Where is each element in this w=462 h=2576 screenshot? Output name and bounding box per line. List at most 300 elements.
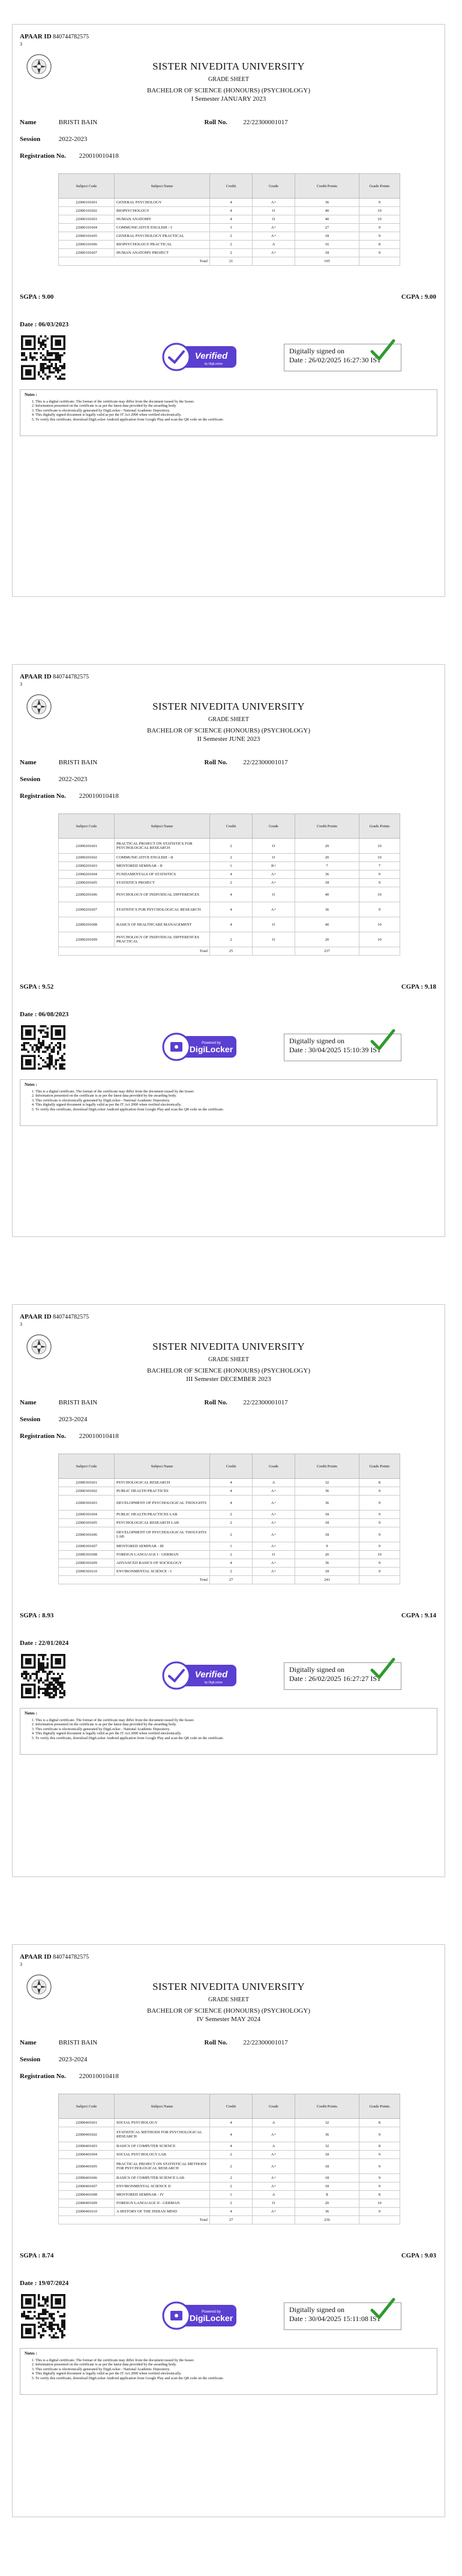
qr-module — [42, 1658, 44, 1661]
qr-module — [55, 367, 57, 370]
qr-module — [38, 1671, 40, 1673]
table-cell: O — [253, 1551, 295, 1559]
qr-module — [34, 1061, 36, 1064]
date-label: Date : — [20, 1011, 37, 1018]
qr-module — [57, 1677, 59, 1680]
qr-module — [46, 2305, 49, 2307]
table-cell: 22000401601 — [59, 2119, 115, 2127]
qr-module — [28, 2336, 30, 2338]
qr-module — [50, 2301, 53, 2303]
table-cell: 22000401605 — [59, 2159, 115, 2174]
qr-module — [53, 1686, 55, 1688]
qr-module — [55, 1029, 57, 1032]
issue-date — [20, 1640, 68, 1647]
table-cell: 2 — [210, 879, 253, 887]
qr-module — [40, 335, 43, 338]
name-row — [20, 119, 288, 126]
qr-module — [53, 1683, 55, 1686]
qr-module — [49, 359, 51, 361]
table-cell: ADVANCED BASICS OF SOCIOLOGY — [115, 1559, 210, 1568]
qr-module — [34, 1694, 36, 1697]
qr-module — [44, 1694, 47, 1697]
table-cell: A+ — [253, 2159, 295, 2174]
qr-module — [34, 1034, 36, 1036]
qr-module — [44, 1692, 47, 1694]
qr-module — [38, 342, 40, 344]
qr-module — [50, 2294, 53, 2296]
table-row — [59, 199, 400, 207]
qr-module — [21, 1662, 23, 1665]
table-cell: ENVIRONMENTAL SCIENCE II — [115, 2182, 210, 2191]
table-cell: 2 — [210, 839, 253, 854]
qr-module — [38, 2302, 40, 2305]
qr-module — [21, 2298, 23, 2301]
session-row — [20, 776, 87, 783]
col-subject-code: Subject Code — [59, 1454, 115, 1479]
table-row — [59, 887, 400, 902]
col-grade: Grade — [253, 174, 295, 199]
qr-module — [21, 2307, 23, 2309]
qr-module — [23, 1683, 26, 1686]
qr-module — [40, 1688, 43, 1690]
registration-label: Registration No. — [20, 1433, 66, 1440]
table-row — [59, 2191, 400, 2199]
table-cell: 27 — [210, 1576, 253, 1584]
qr-module — [25, 1688, 28, 1690]
qr-module — [59, 1692, 61, 1694]
table-cell: A+ — [253, 199, 295, 207]
qr-module — [63, 2307, 65, 2309]
qr-module — [29, 1696, 32, 1698]
table-cell: 22000201605 — [59, 879, 115, 887]
qr-module — [34, 1661, 36, 1663]
badge-lock-dot — [175, 1045, 178, 1049]
table-cell: A — [253, 2119, 295, 2127]
qr-module — [61, 373, 64, 376]
qr-module — [44, 373, 47, 376]
qr-module — [38, 1692, 40, 1694]
table-cell: SOCIAL PSYCHOLOGY LAB — [115, 2151, 210, 2159]
qr-module — [59, 2330, 61, 2332]
qr-module — [28, 1029, 30, 1032]
table-cell: 36 — [295, 1496, 359, 1511]
qr-module — [29, 2298, 32, 2301]
qr-module — [25, 377, 28, 380]
qr-module — [55, 365, 57, 367]
qr-module — [57, 2323, 59, 2326]
qr-module — [40, 1654, 43, 1656]
session-value: 2023-2024 — [58, 2056, 88, 2063]
badge-digilocker-text: DigiLocker — [189, 2313, 233, 2323]
qr-module — [61, 377, 64, 380]
qr-module — [23, 1055, 26, 1057]
registration-label: Registration No. — [20, 152, 66, 160]
university-name: SISTER NIVEDITA UNIVERSITY — [152, 61, 305, 72]
qr-module — [59, 348, 61, 350]
col-grade-points: Grade Points — [359, 2094, 400, 2119]
qr-code[interactable] — [21, 2294, 65, 2338]
date-value: 19/07/2024 — [38, 2280, 69, 2287]
table-row — [59, 2208, 400, 2216]
issue-date — [20, 1011, 68, 1018]
qr-module — [25, 2317, 28, 2320]
qr-module — [50, 2305, 53, 2307]
name-label: Name — [20, 1399, 37, 1406]
notes-box — [20, 1708, 437, 1755]
table-cell: 20 — [295, 2199, 359, 2208]
table-cell: Total — [59, 1576, 210, 1584]
qr-module — [40, 342, 43, 344]
qr-module — [21, 1656, 23, 1659]
table-cell: 25 — [210, 947, 253, 956]
qr-module — [49, 367, 51, 370]
qr-module — [28, 373, 30, 376]
qr-module — [42, 1040, 44, 1043]
col-grade: Grade — [253, 814, 295, 839]
qr-module — [55, 1038, 57, 1040]
qr-module — [50, 1029, 53, 1032]
qr-module — [29, 377, 32, 380]
qr-module — [57, 355, 59, 357]
qr-module — [63, 363, 65, 365]
qr-module — [23, 355, 26, 357]
qr-module — [49, 1671, 51, 1673]
qr-module — [32, 1667, 34, 1669]
qr-module — [63, 2301, 65, 2303]
table-cell: 7 — [359, 862, 400, 870]
qr-module — [25, 1690, 28, 1692]
qr-module — [50, 355, 53, 357]
qr-module — [38, 1063, 40, 1065]
table-cell: 9 — [359, 1519, 400, 1527]
qr-module — [63, 373, 65, 376]
qr-module — [34, 2311, 36, 2313]
qr-module — [53, 1065, 55, 1068]
qr-code[interactable] — [21, 335, 65, 380]
table-row — [59, 215, 400, 224]
qr-module — [55, 1686, 57, 1688]
qr-module — [34, 369, 36, 371]
table-cell: PSYCHOLOGY OF INDIVIDUAL DIFFERENCES PRACTICAL — [115, 932, 210, 947]
qr-module — [50, 1692, 53, 1694]
qr-module — [29, 1067, 32, 1070]
qr-module — [28, 2307, 30, 2309]
qr-module — [28, 1662, 30, 1665]
qr-code[interactable] — [21, 1654, 65, 1698]
qr-module — [40, 1029, 43, 1032]
qr-module — [46, 1046, 49, 1049]
qr-module — [49, 1686, 51, 1688]
qr-module — [34, 365, 36, 367]
table-cell: 22000301603 — [59, 1496, 115, 1511]
table-cell: 22000101601 — [59, 199, 115, 207]
table-cell: STATISTICAL METHODS FOR PSYCHOLOGICAL RESEARCH — [115, 2127, 210, 2142]
qr-module — [63, 1029, 65, 1032]
qr-module — [59, 1667, 61, 1669]
col-credit-points: Credit Points — [295, 2094, 359, 2119]
qr-module — [50, 1061, 53, 1064]
qr-module — [42, 1667, 44, 1669]
qr-module — [44, 346, 47, 349]
qr-module — [55, 348, 57, 350]
qr-module — [29, 1061, 32, 1064]
table-cell: BIOPSYCHOLOGY PRACTICAL — [115, 241, 210, 249]
table-cell: 10 — [359, 215, 400, 224]
qr-module — [21, 355, 23, 357]
qr-module — [40, 2313, 43, 2316]
qr-module — [61, 1673, 64, 1676]
qr-module — [25, 1662, 28, 1665]
qr-module — [21, 376, 23, 378]
cgpa: CGPA : 9.03 — [401, 2252, 436, 2259]
table-header-row — [59, 814, 400, 839]
apaar-id: 840744782575 — [53, 34, 89, 40]
qr-module — [21, 1044, 23, 1047]
program-name: BACHELOR OF SCIENCE (HONOURS) (PSYCHOLOGY) — [147, 1367, 310, 1374]
table-cell: 22000201608 — [59, 917, 115, 932]
qr-module — [61, 1686, 64, 1688]
qr-module — [50, 2313, 53, 2316]
qr-module — [59, 1034, 61, 1036]
sgpa: SGPA : 9.00 — [20, 293, 54, 301]
qr-module — [59, 1675, 61, 1677]
qr-module — [59, 1032, 61, 1034]
qr-module — [21, 2294, 23, 2296]
qr-module — [42, 365, 44, 367]
qr-module — [61, 2315, 64, 2317]
table-cell: 20 — [295, 854, 359, 862]
qr-module — [36, 1046, 38, 1049]
table-cell: 22000401606 — [59, 2174, 115, 2182]
table-cell: 4 — [210, 1559, 253, 1568]
table-cell: 2 — [210, 854, 253, 862]
qr-module — [55, 1661, 57, 1663]
qr-module — [53, 2294, 55, 2296]
qr-module — [23, 1049, 26, 1051]
qr-module — [59, 2315, 61, 2317]
qr-module — [25, 1032, 28, 1034]
qr-module — [34, 2301, 36, 2303]
table-cell: 16 — [295, 241, 359, 249]
qr-module — [55, 1044, 57, 1047]
qr-module — [59, 2328, 61, 2330]
notes-title: Notes : — [25, 2351, 37, 2356]
qr-module — [42, 1656, 44, 1659]
qr-module — [28, 1063, 30, 1065]
roll-label: Roll No. — [204, 119, 227, 126]
qr-module — [59, 1044, 61, 1047]
qr-module — [55, 1025, 57, 1028]
qr-module — [21, 1059, 23, 1061]
program-name: BACHELOR OF SCIENCE (HONOURS) (PSYCHOLOGY) — [147, 87, 310, 94]
sgpa: SGPA : 9.52 — [20, 983, 54, 990]
qr-module — [57, 371, 59, 374]
col-subject-code: Subject Code — [59, 814, 115, 839]
qr-module — [61, 1065, 64, 1068]
qr-module — [38, 2294, 40, 2296]
qr-module — [55, 1679, 57, 1682]
qr-module — [28, 2301, 30, 2303]
qr-module — [61, 2307, 64, 2309]
qr-module — [34, 376, 36, 378]
qr-module — [57, 359, 59, 361]
qr-module — [53, 335, 55, 338]
qr-module — [53, 1688, 55, 1690]
table-cell: 22000301605 — [59, 1519, 115, 1527]
qr-module — [34, 338, 36, 340]
note-item: 4. This digitally signed document is legally valid as per the IT Act 2000 when verified electronically. — [35, 1103, 433, 1107]
qr-module — [32, 2317, 34, 2320]
table-cell: BASICS OF COMPUTER SCIENCE LAB — [115, 2174, 210, 2182]
qr-module — [49, 1694, 51, 1697]
table-cell: GENERAL PSYCHOLOGY PRACTICAL — [115, 232, 210, 241]
qr-module — [36, 1673, 38, 1676]
qr-module — [28, 1692, 30, 1694]
qr-module — [29, 1690, 32, 1692]
qr-module — [53, 367, 55, 370]
table-cell: 22000101604 — [59, 224, 115, 232]
issue-date — [20, 2280, 68, 2287]
qr-module — [59, 1046, 61, 1049]
table-cell: 4 — [210, 902, 253, 917]
qr-module — [46, 2296, 49, 2299]
qr-module — [38, 2332, 40, 2334]
qr-module — [59, 2301, 61, 2303]
qr-module — [49, 1053, 51, 1055]
table-cell: MENTORED SEMINAR - III — [115, 1542, 210, 1551]
qr-module — [63, 2294, 65, 2296]
qr-module — [25, 1067, 28, 1070]
table-row — [59, 1519, 400, 1527]
qr-module — [28, 1690, 30, 1692]
qr-module — [49, 1044, 51, 1047]
name-label: Name — [20, 119, 37, 126]
qr-module — [44, 1688, 47, 1690]
qr-module — [40, 1057, 43, 1059]
qr-module — [34, 2307, 36, 2309]
total-row — [59, 257, 400, 266]
qr-module — [46, 376, 49, 378]
qr-module — [28, 1034, 30, 1036]
table-cell: 2 — [210, 1511, 253, 1519]
table-cell — [359, 257, 400, 266]
qr-module — [29, 348, 32, 350]
qr-module — [46, 2301, 49, 2303]
qr-module — [34, 1692, 36, 1694]
qr-module — [61, 2334, 64, 2337]
table-cell: 22000401610 — [59, 2208, 115, 2216]
qr-module — [34, 1050, 36, 1053]
grade-sheet — [12, 24, 445, 597]
table-cell: PSYCHOLOGICAL RESEARCH LAB — [115, 1519, 210, 1527]
qr-module — [21, 2332, 23, 2334]
qr-module — [38, 348, 40, 350]
qr-module — [32, 1049, 34, 1051]
qr-module — [42, 369, 44, 371]
qr-module — [55, 1032, 57, 1034]
qr-code[interactable] — [21, 1025, 65, 1070]
qr-module — [28, 2323, 30, 2326]
qr-module — [29, 340, 32, 342]
qr-module — [38, 371, 40, 374]
university-name: SISTER NIVEDITA UNIVERSITY — [152, 701, 305, 712]
table-cell: 9 — [359, 902, 400, 917]
qr-module — [49, 1688, 51, 1690]
table-cell: 9 — [359, 2151, 400, 2159]
qr-module — [55, 2301, 57, 2303]
signed-date: Date : 30/04/2025 15:10:39 IST — [289, 1046, 382, 1054]
table-cell: STATISTICS PROJECT — [115, 879, 210, 887]
table-row — [59, 2142, 400, 2151]
notes-list — [35, 2358, 433, 2381]
table-cell: 21 — [210, 257, 253, 266]
qr-module — [28, 1661, 30, 1663]
qr-module — [53, 1673, 55, 1676]
qr-module — [42, 1669, 44, 1671]
qr-module — [53, 348, 55, 350]
qr-module — [50, 1682, 53, 1684]
qr-module — [29, 1654, 32, 1656]
roll-label: Roll No. — [204, 2039, 227, 2046]
table-cell: 22000401607 — [59, 2182, 115, 2191]
qr-module — [25, 373, 28, 376]
table-cell: 22000301608 — [59, 1551, 115, 1559]
qr-module — [63, 2305, 65, 2307]
registration-number: 220010010418 — [79, 2073, 119, 2080]
qr-module — [63, 338, 65, 340]
qr-module — [49, 1059, 51, 1061]
table-cell: 2 — [210, 1568, 253, 1576]
qr-module — [63, 1067, 65, 1070]
qr-module — [59, 377, 61, 380]
qr-module — [28, 1688, 30, 1690]
qr-module — [32, 1055, 34, 1057]
qr-module — [38, 1046, 40, 1049]
qr-module — [59, 335, 61, 338]
qr-module — [57, 2311, 59, 2313]
qr-module — [63, 352, 65, 355]
table-cell: 36 — [295, 2208, 359, 2216]
table-cell: A — [253, 2142, 295, 2151]
qr-module — [32, 2323, 34, 2326]
qr-module — [63, 1044, 65, 1047]
qr-module — [61, 1038, 64, 1040]
qr-module — [21, 1029, 23, 1032]
qr-module — [53, 2307, 55, 2309]
qr-module — [50, 1032, 53, 1034]
qr-module — [57, 342, 59, 344]
apaar-sub: 3 — [20, 681, 22, 687]
qr-module — [32, 356, 34, 359]
col-credit: Credit — [210, 1454, 253, 1479]
qr-module — [32, 1025, 34, 1028]
table-cell: 2 — [210, 932, 253, 947]
qr-module — [38, 2315, 40, 2317]
qr-module — [38, 1049, 40, 1051]
table-cell: 236 — [295, 2216, 359, 2224]
qr-module — [55, 335, 57, 338]
table-cell: STATISTICS FOR PSYCHOLOGICAL RESEARCH — [115, 902, 210, 917]
note-item: 5. To verify this certificate, download DigiLocker Android application from Google Play and scan the QR code on the certificate. — [35, 1107, 433, 1112]
grade-sheet — [12, 1304, 445, 1877]
qr-module — [36, 1675, 38, 1677]
qr-module — [59, 2294, 61, 2296]
apaar-label: APAAR ID — [20, 673, 52, 680]
badge-powered-text: Powered by — [202, 1041, 221, 1045]
qr-module — [49, 1673, 51, 1676]
table-cell: 241 — [295, 1576, 359, 1584]
qr-module — [34, 1673, 36, 1676]
